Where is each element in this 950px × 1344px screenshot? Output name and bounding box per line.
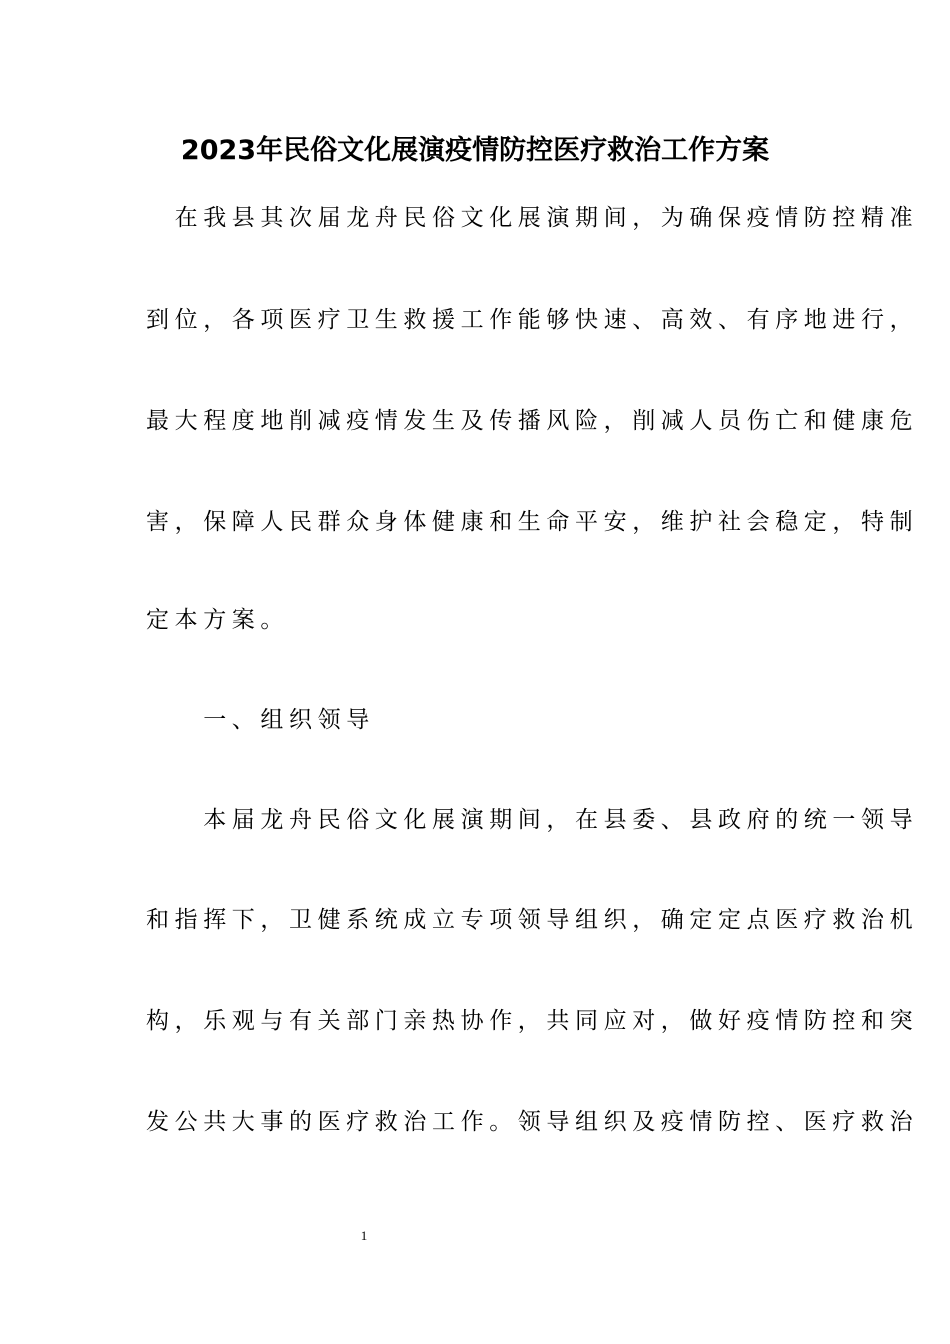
section-heading: 一、组织领导 xyxy=(146,707,375,733)
paragraph-line: 害，保障人民群众身体健康和生命平安，维护社会稳定，特制 xyxy=(146,509,919,535)
paragraph-line: 本届龙舟民俗文化展演期间，在县委、县政府的统一领导 xyxy=(146,807,919,833)
paragraph-line: 构，乐观与有关部门亲热协作，共同应对，做好疫情防控和突 xyxy=(146,1008,919,1034)
paragraph-line: 在我县其次届龙舟民俗文化展演期间，为确保疫情防控精准 xyxy=(146,205,919,231)
paragraph-line: 和指挥下，卫健系统成立专项领导组织，确定定点医疗救治机 xyxy=(146,907,919,933)
page-number: 1 xyxy=(360,1228,368,1243)
document-title: 2023年民俗文化展演疫情防控医疗救治工作方案 xyxy=(180,135,770,166)
paragraph-line: 定本方案。 xyxy=(146,607,289,633)
paragraph-line: 到位，各项医疗卫生救援工作能够快速、高效、有序地进行， xyxy=(146,307,919,333)
paragraph-line: 最大程度地削减疫情发生及传播风险，削减人员伤亡和健康危 xyxy=(146,408,919,434)
paragraph-line: 发公共大事的医疗救治工作。领导组织及疫情防控、医疗救治 xyxy=(146,1109,919,1135)
